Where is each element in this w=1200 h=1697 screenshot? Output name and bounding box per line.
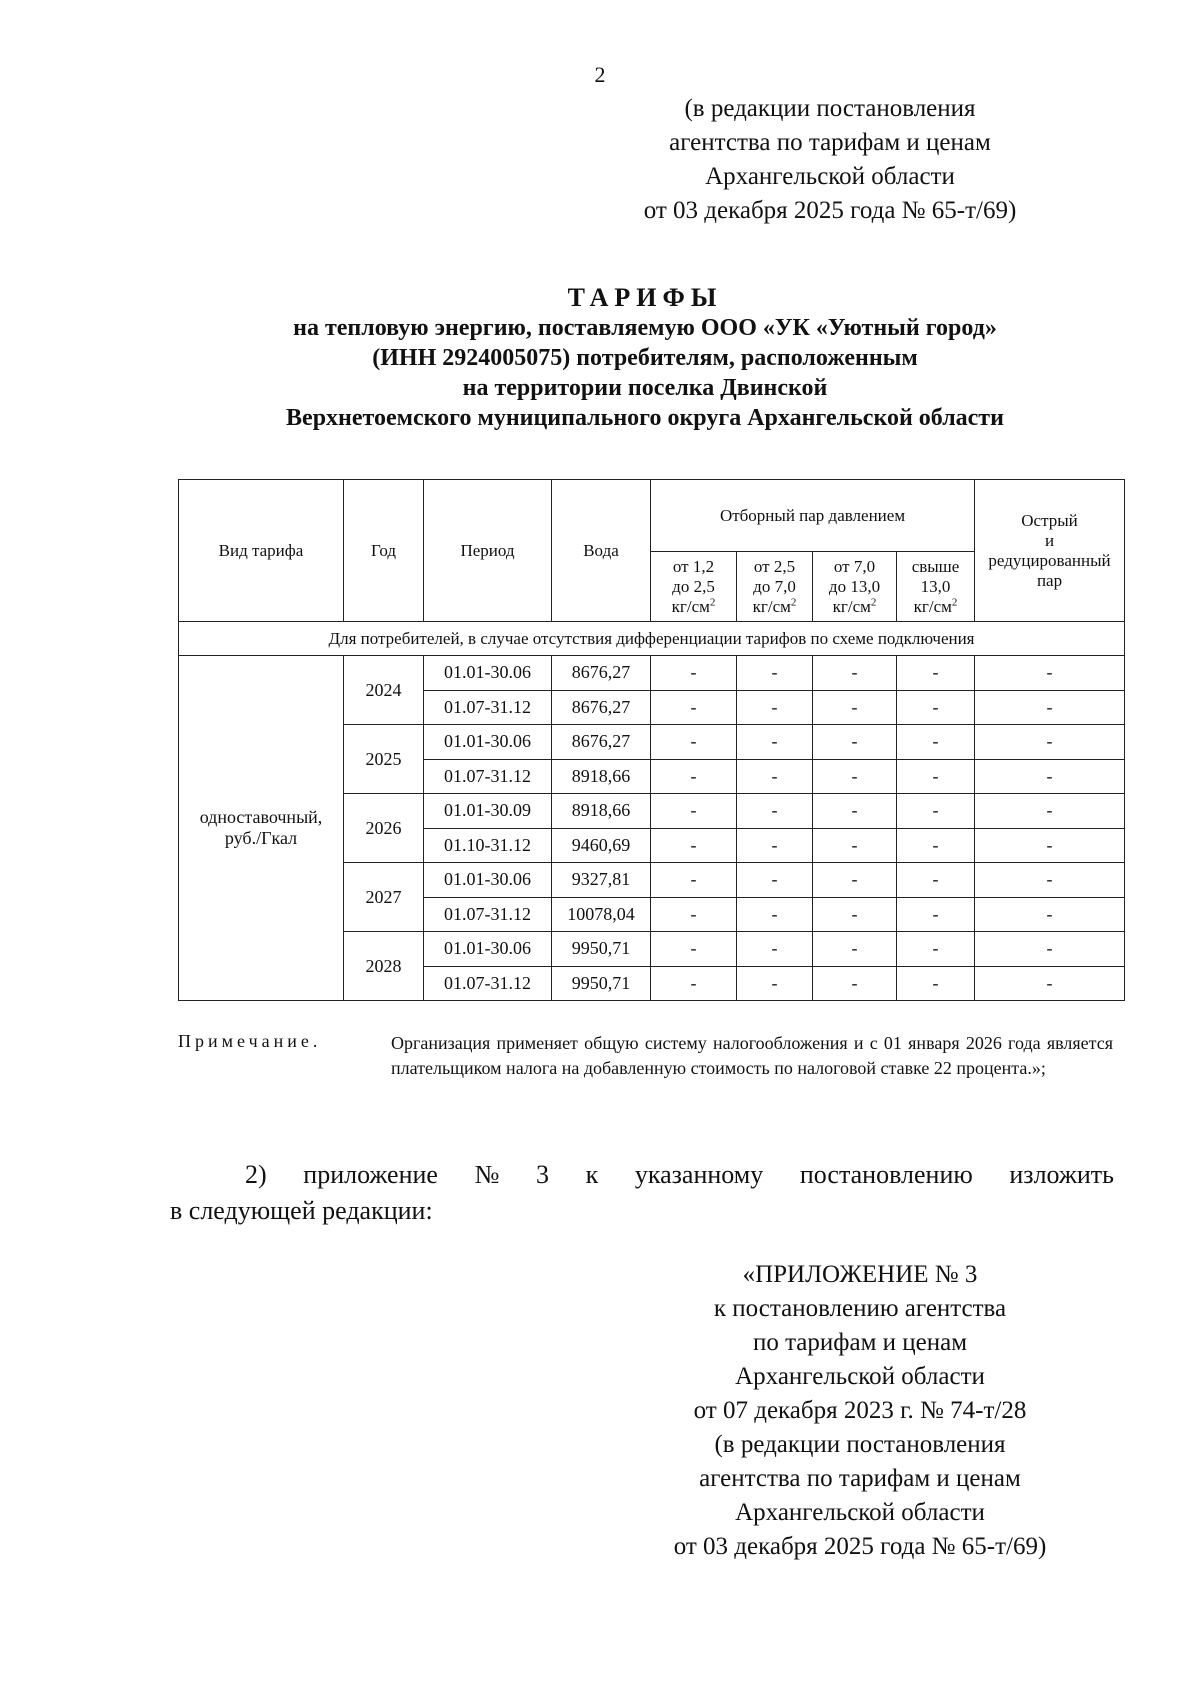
steam-tariff-cell: - — [737, 759, 813, 794]
unit-label: $кг/см^2$ — [832, 595, 877, 616]
steam-tariff-cell: - — [975, 725, 1125, 760]
steam-tariff-cell: - — [737, 897, 813, 932]
appendix-line: агентства по тарифам и ценам — [699, 1465, 1021, 1492]
tariff-rows — [179, 656, 1125, 1001]
header-steam-col — [897, 552, 975, 622]
word: 2) — [245, 1160, 267, 1189]
steam-tariff-cell: - — [651, 828, 737, 863]
tariff-type-line: одноставочный, — [199, 807, 323, 827]
appendix-line: от 07 декабря 2023 г. № 74-т/28 — [693, 1397, 1027, 1424]
header-line: от 7,0 — [833, 556, 876, 576]
period-cell: 01.07-31.12 — [424, 690, 552, 725]
steam-tariff-cell: - — [813, 794, 897, 829]
period-cell: 01.01-30.06 — [424, 863, 552, 898]
appendix-line: Архангельской области — [735, 1499, 985, 1526]
header-line: пар — [1036, 570, 1063, 590]
title-line: Верхнетоемского муниципального округа Архангельской области — [286, 405, 1004, 431]
steam-tariff-cell: - — [651, 725, 737, 760]
water-tariff-cell: 9950,71 — [552, 932, 651, 967]
title-heading: ТАРИФЫ — [567, 283, 723, 312]
word: изложить — [1009, 1160, 1114, 1189]
item-2-paragraph — [170, 1157, 1114, 1229]
table-row — [179, 656, 1125, 691]
title-line: (ИНН 2924005075) потребителям, расположенным — [372, 345, 918, 371]
steam-tariff-cell: - — [737, 863, 813, 898]
note-label: Примечание. — [178, 1031, 322, 1051]
appendix-line: по тарифам и ценам — [752, 1329, 968, 1356]
header-period: Период — [424, 480, 552, 622]
steam-tariff-cell: - — [651, 690, 737, 725]
steam-tariff-cell: - — [813, 966, 897, 1001]
steam-tariff-cell: - — [897, 656, 975, 691]
steam-tariff-cell: - — [813, 863, 897, 898]
steam-tariff-cell: - — [737, 656, 813, 691]
steam-tariff-cell: - — [651, 966, 737, 1001]
header-water: Вода — [552, 480, 651, 622]
header-line: и — [1044, 530, 1055, 550]
steam-tariff-cell: - — [737, 932, 813, 967]
steam-tariff-cell: - — [897, 794, 975, 829]
redaction-note-top — [570, 92, 1090, 228]
appendix-line: от 03 декабря 2025 года № 65-т/69) — [673, 1533, 1047, 1560]
steam-tariff-cell: - — [651, 759, 737, 794]
water-tariff-cell: 9327,81 — [552, 863, 651, 898]
page-number: 2 — [594, 62, 606, 87]
water-tariff-cell: 8918,66 — [552, 794, 651, 829]
period-cell: 01.07-31.12 — [424, 897, 552, 932]
steam-tariff-cell: - — [651, 656, 737, 691]
steam-tariff-cell: - — [813, 725, 897, 760]
steam-tariff-cell: - — [737, 690, 813, 725]
steam-tariff-cell: - — [813, 656, 897, 691]
steam-tariff-cell: - — [975, 897, 1125, 932]
steam-tariff-cell: - — [651, 897, 737, 932]
steam-tariff-cell: - — [813, 759, 897, 794]
steam-tariff-cell: - — [813, 932, 897, 967]
word: 3 — [536, 1160, 549, 1189]
water-tariff-cell: 10078,04 — [552, 897, 651, 932]
appendix-line: Архангельской области — [735, 1363, 985, 1390]
redaction-line: (в редакции постановления — [684, 95, 976, 122]
item-2-line-2: в следующей редакции: — [170, 1196, 433, 1225]
steam-tariff-cell: - — [897, 966, 975, 1001]
word: приложение — [303, 1160, 438, 1189]
steam-tariff-cell: - — [975, 863, 1125, 898]
year-cell: 2026 — [344, 794, 424, 863]
water-tariff-cell: 9460,69 — [552, 828, 651, 863]
item-2-line-1 — [170, 1157, 1114, 1193]
water-tariff-cell: 8676,27 — [552, 690, 651, 725]
water-tariff-cell: 8676,27 — [552, 725, 651, 760]
steam-tariff-cell: - — [897, 828, 975, 863]
steam-tariff-cell: - — [737, 725, 813, 760]
header-line: до 13,0 — [828, 576, 881, 596]
word: № — [474, 1160, 500, 1189]
year-cell: 2025 — [344, 725, 424, 794]
redaction-line: Архангельской области — [705, 163, 955, 190]
unit-label: $кг/см^2$ — [671, 595, 716, 616]
tariff-type-line: руб./Гкал — [224, 828, 298, 848]
unit-label: $кг/см^2$ — [913, 595, 958, 616]
steam-tariff-cell: - — [975, 828, 1125, 863]
steam-tariff-cell: - — [897, 690, 975, 725]
steam-tariff-cell: - — [651, 863, 737, 898]
header-steam-col — [737, 552, 813, 622]
steam-tariff-cell: - — [737, 966, 813, 1001]
water-tariff-cell: 8918,66 — [552, 759, 651, 794]
steam-tariff-cell: - — [975, 759, 1125, 794]
period-cell: 01.01-30.06 — [424, 725, 552, 760]
header-line: Острый — [1021, 510, 1078, 530]
steam-tariff-cell: - — [975, 932, 1125, 967]
year-cell: 2028 — [344, 932, 424, 1001]
steam-tariff-cell: - — [813, 690, 897, 725]
steam-tariff-cell: - — [737, 828, 813, 863]
tariff-type-cell — [179, 656, 344, 1001]
header-line: до 2,5 — [672, 576, 715, 596]
steam-tariff-cell: - — [897, 863, 975, 898]
steam-tariff-cell: - — [897, 932, 975, 967]
header-line: редуцированный — [988, 550, 1111, 570]
header-steam-col — [651, 552, 737, 622]
redaction-line: агентства по тарифам и ценам — [669, 129, 991, 156]
header-line: от 2,5 — [753, 556, 796, 576]
header-line: от 1,2 — [672, 556, 715, 576]
header-line: 13,0 — [920, 576, 951, 596]
redaction-line: от 03 декабря 2025 года № 65-т/69) — [643, 197, 1017, 224]
period-cell: 01.07-31.12 — [424, 759, 552, 794]
title-line: на территории поселка Двинской — [462, 375, 828, 401]
period-cell: 01.07-31.12 — [424, 966, 552, 1001]
period-cell: 01.01-30.09 — [424, 794, 552, 829]
year-cell: 2027 — [344, 863, 424, 932]
steam-tariff-cell: - — [813, 897, 897, 932]
steam-tariff-cell: - — [975, 656, 1125, 691]
steam-tariff-cell: - — [737, 794, 813, 829]
note-text: Организация применяет общую систему налогообложения и с 01 января 2026 года является плательщиком налога на добавленную стоимость по налоговой ставке 22 процента.»; — [391, 1033, 1113, 1078]
steam-tariff-cell: - — [813, 828, 897, 863]
steam-tariff-cell: - — [651, 932, 737, 967]
header-year: Год — [344, 480, 424, 622]
header-line: свыше — [911, 556, 960, 576]
steam-tariff-cell: - — [897, 759, 975, 794]
period-cell: 01.01-30.06 — [424, 932, 552, 967]
period-cell: 01.10-31.12 — [424, 828, 552, 863]
appendix-header — [600, 1258, 1120, 1564]
year-cell: 2024 — [344, 656, 424, 725]
appendix-line: к постановлению агентства — [713, 1295, 1007, 1322]
word: указанному — [634, 1160, 764, 1189]
steam-tariff-cell: - — [897, 897, 975, 932]
header-steam-col — [813, 552, 897, 622]
steam-tariff-cell: - — [975, 966, 1125, 1001]
header-steam-group: Отборный пар давлением — [651, 480, 975, 552]
tariff-table — [178, 479, 1125, 1001]
water-tariff-cell: 9950,71 — [552, 966, 651, 1001]
consumer-group-row: Для потребителей, в случае отсутствия дифференциации тарифов по схеме подключения — [179, 622, 1125, 656]
period-cell: 01.01-30.06 — [424, 656, 552, 691]
steam-tariff-cell: - — [975, 794, 1125, 829]
document-title — [160, 283, 1130, 433]
header-line: до 7,0 — [753, 576, 796, 596]
header-sharp-steam — [975, 480, 1125, 622]
header-tariff-type: Вид тарифа — [179, 480, 344, 622]
appendix-line: «ПРИЛОЖЕНИЕ № 3 — [742, 1261, 978, 1288]
title-line: на тепловую энергию, поставляемую ООО «УК «Уютный город» — [293, 315, 997, 341]
steam-tariff-cell: - — [975, 690, 1125, 725]
word: постановлению — [799, 1160, 973, 1189]
steam-tariff-cell: - — [897, 725, 975, 760]
unit-label: $кг/см^2$ — [752, 595, 797, 616]
steam-tariff-cell: - — [651, 794, 737, 829]
word: к — [585, 1160, 599, 1189]
water-tariff-cell: 8676,27 — [552, 656, 651, 691]
appendix-line: (в редакции постановления — [714, 1431, 1006, 1458]
